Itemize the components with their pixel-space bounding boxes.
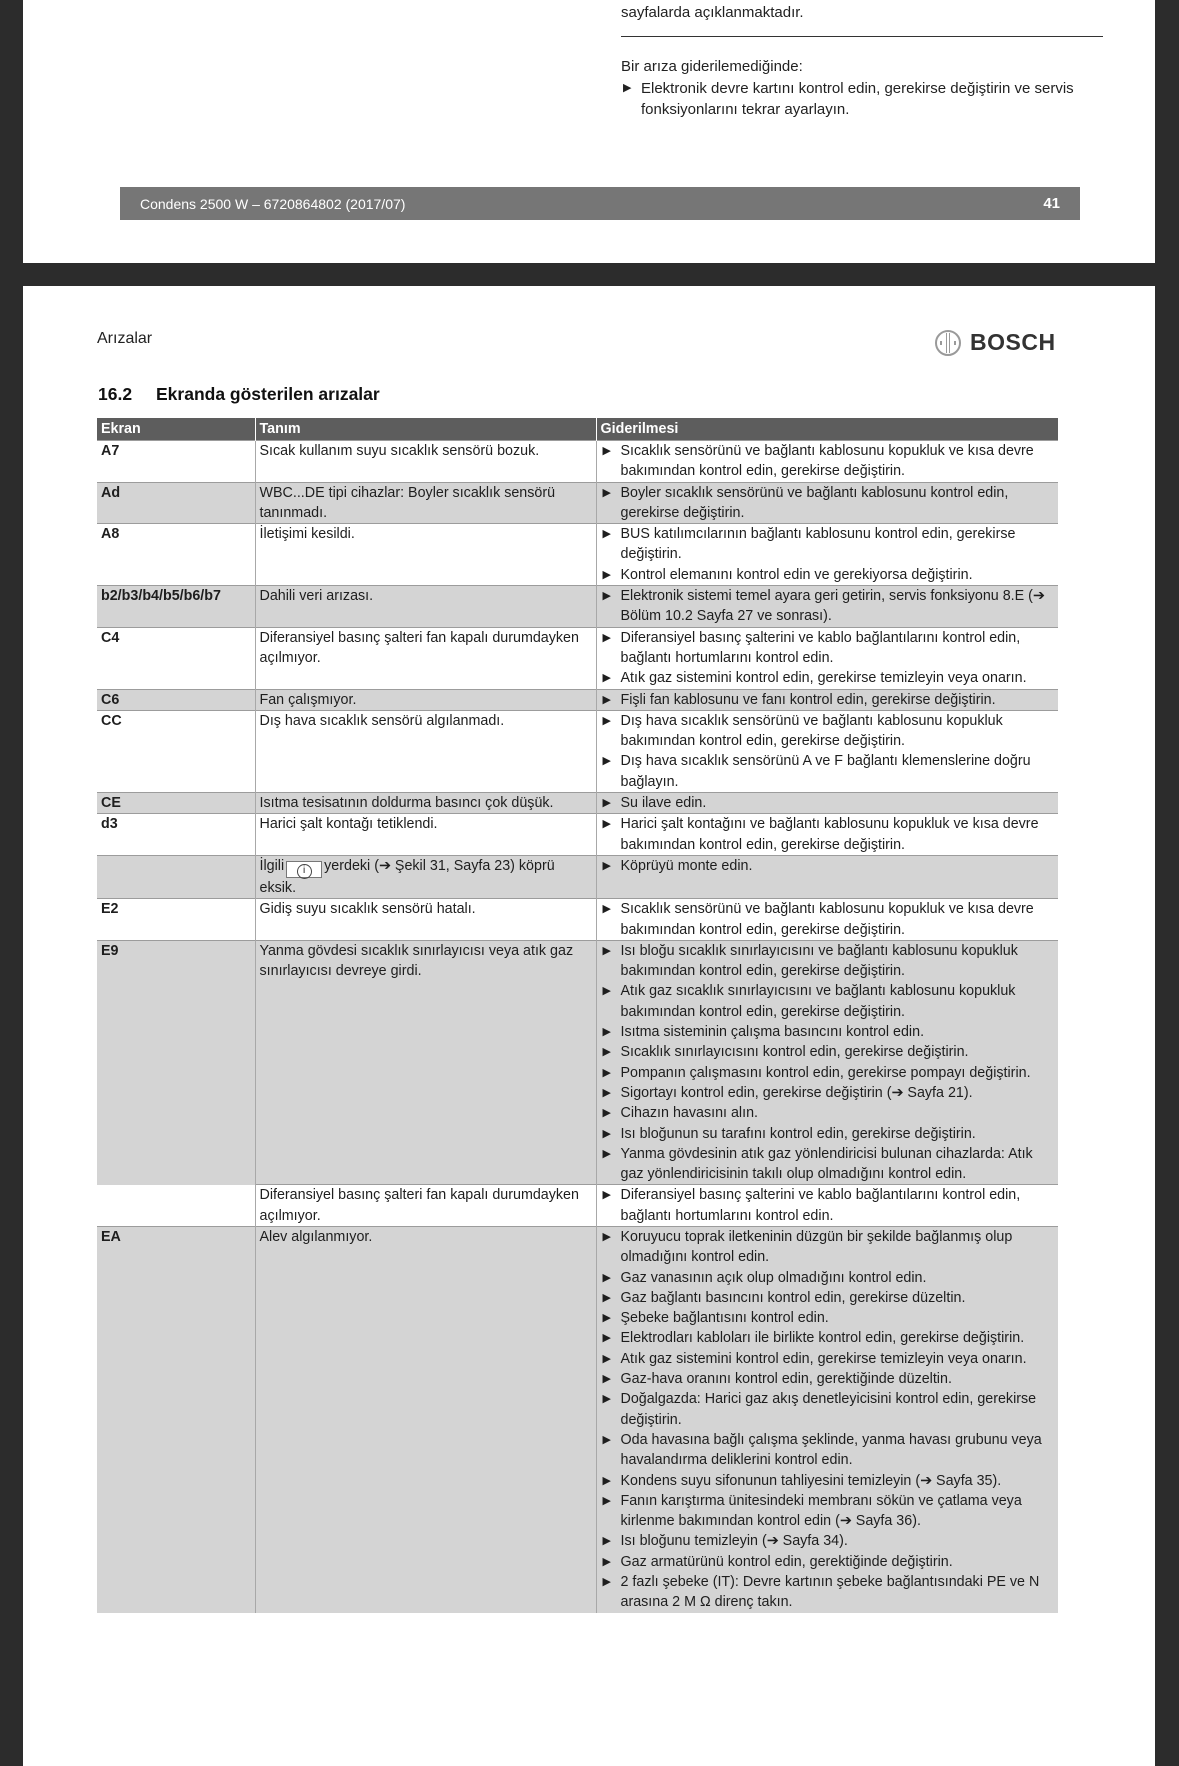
fault-remedy (596, 1226, 1058, 1612)
fault-code: E2 (97, 899, 255, 941)
fault-code: CE (97, 793, 255, 814)
fault-code: b2/b3/b4/b5/b6/b7 (97, 586, 255, 628)
remedy-text: Sigortayı kontrol edin, gerekirse değiştirin (➔ Sayfa 21). (620, 1084, 973, 1101)
fault-remedy (596, 524, 1058, 586)
remedy-text: Doğalgazda: Harici gaz akış denetleyicisini kontrol edin, gerekirse değiştirin. (620, 1391, 1037, 1428)
fault-description: WBC...DE tipi cihazlar: Boyler sıcaklık sensörü tanınmadı. (255, 482, 596, 524)
remedy-item (601, 690, 1055, 710)
remedy-list (601, 814, 1055, 855)
fault-table (97, 418, 1058, 1613)
table-row (97, 627, 1058, 689)
column-header-ekran: Ekran (97, 418, 255, 441)
remedy-item (601, 1572, 1055, 1613)
table-row (97, 482, 1058, 524)
remedy-text: Sıcaklık sensörünü ve bağlantı kablosunu kopukluk ve kısa devre bakımından kontrol edin, gerekirse değiştirin. (620, 901, 1034, 938)
remedy-text: Şebeke bağlantısını kontrol edin. (620, 1310, 829, 1327)
remedy-item (601, 483, 1055, 524)
table-row (97, 524, 1058, 586)
description-suffix: yerdeki (➔ Şekil 31, Sayfa 23) köprü eksik. (259, 857, 555, 896)
fault-code: EA (97, 1226, 255, 1612)
table-row (97, 793, 1058, 814)
bullet-arrow-icon: ▶ (602, 631, 611, 644)
remedy-text: Elektronik sistemi temel ayara geri getirin, servis fonksiyonu 8.E (➔ Bölüm 10.2 Sayfa 27 ve sonrası). (620, 588, 1045, 625)
bosch-logo (935, 329, 1056, 356)
remedy-text: Yanma gövdesinin atık gaz yönlendiricisi bulunan cihazlarda: Atık gaz yönlendiricisinin takılı olup olmadığını kontrol edin. (620, 1145, 1033, 1183)
fault-code: CC (97, 710, 255, 792)
fault-table-body (97, 441, 1058, 1613)
bullet-arrow-icon: ▶ (602, 590, 611, 603)
remedy-item (601, 1124, 1055, 1144)
fault-code: A7 (97, 441, 255, 483)
remedy-text: Isıtma sisteminin çalışma basıncını kontrol edin. (620, 1024, 925, 1041)
fault-remedy (596, 441, 1058, 483)
fault-remedy (596, 855, 1058, 898)
remedy-text: 2 fazlı şebeke (IT): Devre kartının şebeke bağlantısındaki PE ve N arasına 2 M Ω direnç takın. (620, 1574, 1040, 1611)
table-row (97, 940, 1058, 1185)
remedy-item (601, 1349, 1055, 1369)
bullet-arrow-icon: ▶ (602, 818, 611, 831)
fault-code: d3 (97, 814, 255, 856)
column-header-tanim: Tanım (255, 418, 596, 441)
bullet-arrow-icon: ▶ (602, 1393, 611, 1406)
bullet-arrow-icon: ▶ (602, 755, 611, 768)
bullet-arrow-icon: ▶ (602, 1271, 611, 1284)
remedy-item (601, 1308, 1055, 1328)
bullet-arrow-icon: ▶ (602, 1291, 611, 1304)
fault-description: İletişimi kesildi. (255, 524, 596, 586)
fault-code: Ad (97, 482, 255, 524)
column-header-giderilmesi: Giderilmesi (596, 418, 1058, 441)
remedy-item (601, 1328, 1055, 1348)
remedy-text: Cihazın havasını alın. (620, 1105, 758, 1122)
remedy-text: Atık gaz sıcaklık sınırlayıcısını ve bağlantı kablosunu kopukluk bakımından kontrol edin, gerekirse değiştirin. (620, 983, 1016, 1020)
remedy-list (601, 1185, 1055, 1226)
fault-remedy (596, 1185, 1058, 1227)
remedy-text: Elektrodları kabloları ile birlikte kontrol edin, gerekirse değiştirin. (620, 1330, 1025, 1347)
info-key-icon (286, 861, 322, 878)
bullet-arrow-icon: ▶ (602, 672, 611, 685)
remedy-text: Harici şalt kontağını ve bağlantı kablosunu kopukluk ve kısa devre bakımından kontrol edin, gerekirse değiştirin. (620, 816, 1039, 853)
bullet-arrow-icon: ▶ (602, 797, 611, 810)
footer-document-id: Condens 2500 W – 6720864802 (2017/07) (140, 195, 406, 212)
bullet-arrow-icon: ▶ (602, 1352, 611, 1365)
footer-page-number: 41 (1043, 195, 1060, 212)
fault-code: C4 (97, 627, 255, 689)
page-footer (120, 187, 1080, 220)
bullet-arrow-icon: ▶ (602, 1312, 611, 1325)
remedy-item (601, 1063, 1055, 1083)
info-key-label: i (297, 864, 312, 879)
heading-number: 16.2 (98, 384, 133, 404)
remedy-item (601, 1430, 1055, 1471)
bullet-arrow-icon: ▶ (602, 1107, 611, 1120)
fault-remedy (596, 814, 1058, 856)
remedy-text: Gaz-hava oranını kontrol edin, gerektiğinde düzeltin. (620, 1371, 952, 1388)
remedy-list (601, 483, 1055, 524)
table-row (97, 710, 1058, 792)
remedy-item (601, 1491, 1055, 1532)
description-prefix: İlgili (259, 857, 285, 874)
remedy-item (601, 668, 1055, 688)
remedy-list (601, 524, 1055, 585)
bullet-arrow-icon: ▶ (602, 486, 611, 499)
bullet-arrow-icon: ▶ (602, 1576, 611, 1589)
bullet-arrow-icon: ▶ (602, 903, 611, 916)
remedy-list (601, 586, 1055, 627)
heading-title: Ekranda gösterilen arızalar (156, 384, 380, 404)
remedy-text: Atık gaz sistemini kontrol edin, gerekirse temizleyin veya onarın. (620, 670, 1027, 687)
fault-note (621, 56, 1103, 120)
bullet-arrow-icon: ▶ (602, 1230, 611, 1243)
remedy-text: Diferansiyel basınç şalterini ve kablo bağlantılarını kontrol edin, bağlantı hortumlarını kontrol edin. (620, 629, 1021, 666)
fault-remedy (596, 482, 1058, 524)
remedy-item (601, 814, 1055, 855)
remedy-text: Kondens suyu sifonunun tahliyesini temizleyin (➔ Sayfa 35). (620, 1472, 1002, 1489)
bullet-arrow-icon: ▶ (602, 1066, 611, 1079)
note-item-text: Elektronik devre kartını kontrol edin, gerekirse değiştirin ve servis fonksiyonlarını tekrar ayarlayın. (641, 80, 1074, 118)
remedy-item (601, 1531, 1055, 1551)
remedy-list (601, 628, 1055, 689)
fault-remedy (596, 627, 1058, 689)
bullet-arrow-icon: ▶ (602, 1189, 611, 1202)
bosch-armature-icon (935, 330, 961, 356)
intro-text (621, 0, 1103, 23)
remedy-text: Pompanın çalışmasını kontrol edin, gerekirse pompayı değiştirin. (620, 1064, 1031, 1081)
table-row (97, 855, 1058, 898)
fault-description: Yanma gövdesi sıcaklık sınırlayıcısı veya atık gaz sınırlayıcısı devreye girdi. (255, 940, 596, 1185)
remedy-item (601, 981, 1055, 1022)
table-row (97, 1226, 1058, 1612)
remedy-text: Isı bloğu sıcaklık sınırlayıcısını ve bağlantı kablosunu kopukluk bakımından kontrol edin, gerekirse değiştirin. (620, 942, 1018, 980)
remedy-text: Köprüyü monte edin. (620, 857, 753, 874)
remedy-item (601, 1185, 1055, 1226)
intro-line-2: sayfalarda açıklanmaktadır. (621, 4, 804, 21)
table-row (97, 689, 1058, 710)
bullet-arrow-icon: ▶ (602, 1494, 611, 1507)
remedy-text: Fanın karıştırma ünitesindeki membranı sökün ve çatlama veya kirlenme bakımından kontrol edin (➔ Sayfa 36). (620, 1492, 1022, 1530)
fault-remedy (596, 586, 1058, 628)
fault-code (97, 855, 255, 898)
fault-remedy (596, 940, 1058, 1185)
bullet-arrow-icon: ▶ (623, 82, 632, 94)
bullet-arrow-icon: ▶ (602, 1026, 611, 1039)
note-item (621, 78, 1103, 120)
bullet-arrow-icon: ▶ (602, 985, 611, 998)
fault-description (255, 855, 596, 898)
fault-code (97, 1185, 255, 1227)
remedy-list (601, 1227, 1055, 1613)
logo-text: BOSCH (970, 329, 1056, 355)
bullet-arrow-icon: ▶ (602, 1555, 611, 1568)
current-page (23, 286, 1155, 1766)
remedy-item (601, 941, 1055, 982)
section-heading (98, 384, 380, 405)
bullet-arrow-icon: ▶ (602, 528, 611, 541)
table-row (97, 441, 1058, 483)
remedy-text: Atık gaz sistemini kontrol edin, gerekirse temizleyin veya onarın. (620, 1350, 1027, 1367)
remedy-item (601, 441, 1055, 482)
fault-remedy (596, 689, 1058, 710)
bullet-arrow-icon: ▶ (602, 859, 611, 872)
previous-page (23, 0, 1155, 263)
bullet-arrow-icon: ▶ (602, 1147, 611, 1160)
remedy-item (601, 899, 1055, 940)
remedy-text: Isı bloğunu temizleyin (➔ Sayfa 34). (620, 1533, 848, 1550)
remedy-item (601, 1268, 1055, 1288)
remedy-item (601, 793, 1055, 813)
remedy-text: Gaz vanasının açık olup olmadığını kontrol edin. (620, 1269, 927, 1286)
remedy-item (601, 1083, 1055, 1103)
fault-remedy (596, 793, 1058, 814)
remedy-item (601, 1103, 1055, 1123)
table-row (97, 586, 1058, 628)
remedy-text: Sıcaklık sensörünü ve bağlantı kablosunu kopukluk ve kısa devre bakımından kontrol edin, gerekirse değiştirin. (620, 443, 1034, 480)
note-list (621, 78, 1103, 120)
remedy-text: Diferansiyel basınç şalterini ve kablo bağlantılarını kontrol edin, bağlantı hortumlarını kontrol edin. (620, 1187, 1021, 1224)
fault-code: C6 (97, 689, 255, 710)
fault-description: Dahili veri arızası. (255, 586, 596, 628)
remedy-text: Fişli fan kablosunu ve fanı kontrol edin, gerekirse değiştirin. (620, 691, 996, 708)
remedy-list (601, 899, 1055, 940)
divider (621, 36, 1103, 37)
fault-description: Gidiş suyu sıcaklık sensörü hatalı. (255, 899, 596, 941)
bullet-arrow-icon: ▶ (602, 1332, 611, 1345)
bullet-arrow-icon: ▶ (602, 1535, 611, 1548)
remedy-item (601, 856, 1055, 876)
remedy-item (601, 1042, 1055, 1062)
remedy-item (601, 524, 1055, 565)
remedy-text: Su ilave edin. (620, 795, 707, 812)
remedy-item (601, 586, 1055, 627)
remedy-list (601, 690, 1055, 710)
remedy-text: Gaz bağlantı basıncını kontrol edin, gerekirse düzeltin. (620, 1289, 966, 1306)
fault-code: E9 (97, 940, 255, 1185)
bullet-arrow-icon: ▶ (602, 1433, 611, 1446)
remedy-text: Oda havasına bağlı çalışma şeklinde, yanma havası grubunu veya havalandırma deliklerini kontrol edin. (620, 1431, 1042, 1469)
bullet-arrow-icon: ▶ (602, 714, 611, 727)
remedy-item (601, 1144, 1055, 1185)
remedy-text: Dış hava sıcaklık sensörünü ve bağlantı kablosunu kopukluk bakımından kontrol edin, gerekirse değiştirin. (620, 712, 1003, 750)
bullet-arrow-icon: ▶ (602, 568, 611, 581)
fault-description: Diferansiyel basınç şalteri fan kapalı durumdayken açılmıyor. (255, 627, 596, 689)
remedy-item (601, 1227, 1055, 1268)
remedy-item (601, 711, 1055, 752)
remedy-text: BUS katılımcılarının bağlantı kablosunu kontrol edin, gerekirse değiştirin. (620, 526, 1016, 563)
remedy-item (601, 1022, 1055, 1042)
remedy-list (601, 856, 1055, 876)
remedy-list (601, 441, 1055, 482)
fault-description: Dış hava sıcaklık sensörü algılanmadı. (255, 710, 596, 792)
remedy-list (601, 793, 1055, 813)
fault-description: Fan çalışmıyor. (255, 689, 596, 710)
bullet-arrow-icon: ▶ (602, 1046, 611, 1059)
bullet-arrow-icon: ▶ (602, 1086, 611, 1099)
remedy-text: Sıcaklık sınırlayıcısını kontrol edin, gerekirse değiştirin. (620, 1044, 969, 1061)
fault-code: A8 (97, 524, 255, 586)
fault-remedy (596, 899, 1058, 941)
table-row (97, 814, 1058, 856)
fault-description: Sıcak kullanım suyu sıcaklık sensörü bozuk. (255, 441, 596, 483)
note-heading: Bir arıza giderilemediğinde: (621, 58, 803, 75)
remedy-item (601, 565, 1055, 585)
remedy-item (601, 628, 1055, 669)
remedy-text: Gaz armatürünü kontrol edin, gerektiğinde değiştirin. (620, 1553, 953, 1570)
table-row (97, 899, 1058, 941)
table-header-row (97, 418, 1058, 441)
bullet-arrow-icon: ▶ (602, 1127, 611, 1140)
bullet-arrow-icon: ▶ (602, 1474, 611, 1487)
fault-description: Isıtma tesisatının doldurma basıncı çok düşük. (255, 793, 596, 814)
remedy-text: Koruyucu toprak iletkeninin düzgün bir şekilde bağlanmış olup olmadığını kontrol edin. (620, 1228, 1013, 1266)
remedy-text: Dış hava sıcaklık sensörünü A ve F bağlantı klemenslerine doğru bağlayın. (620, 753, 1031, 790)
remedy-text: Boyler sıcaklık sensörünü ve bağlantı kablosunu kontrol edin, gerekirse değiştirin. (620, 484, 1009, 521)
bullet-arrow-icon: ▶ (602, 693, 611, 706)
section-label: Arızalar (97, 330, 153, 347)
fault-description: Diferansiyel basınç şalteri fan kapalı durumdayken açılmıyor. (255, 1185, 596, 1227)
bullet-arrow-icon: ▶ (602, 944, 611, 957)
fault-remedy (596, 710, 1058, 792)
remedy-list (601, 711, 1055, 792)
remedy-item (601, 1471, 1055, 1491)
remedy-item (601, 1389, 1055, 1430)
remedy-item (601, 751, 1055, 792)
bullet-arrow-icon: ▶ (602, 1373, 611, 1386)
remedy-item (601, 1369, 1055, 1389)
remedy-list (601, 941, 1055, 1185)
fault-description: Alev algılanmıyor. (255, 1226, 596, 1612)
fault-description: Harici şalt kontağı tetiklendi. (255, 814, 596, 856)
table-row (97, 1185, 1058, 1227)
remedy-item (601, 1552, 1055, 1572)
remedy-item (601, 1288, 1055, 1308)
remedy-text: Isı bloğunun su tarafını kontrol edin, gerekirse değiştirin. (620, 1125, 976, 1142)
remedy-text: Kontrol elemanını kontrol edin ve gerekiyorsa değiştirin. (620, 566, 973, 583)
bullet-arrow-icon: ▶ (602, 445, 611, 457)
